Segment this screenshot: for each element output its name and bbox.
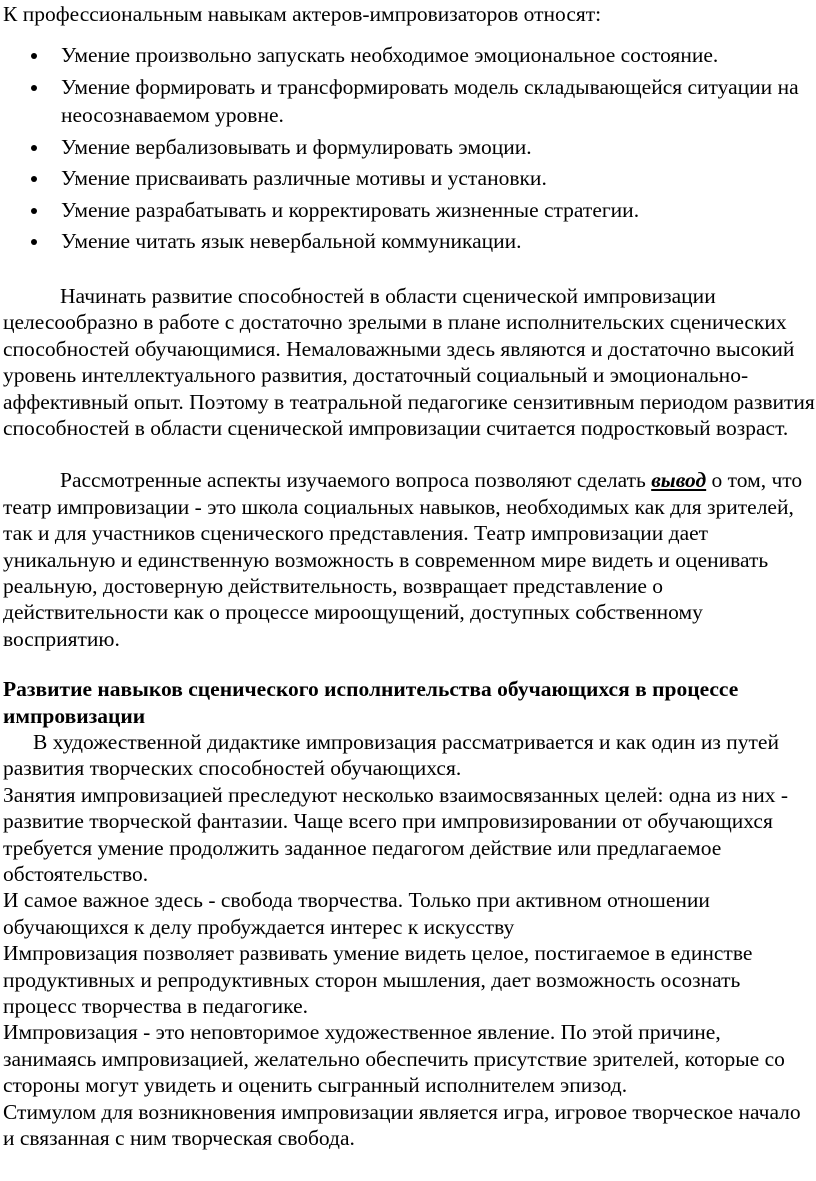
bullet-icon (31, 208, 37, 214)
section-paragraph: Импровизация позволяет развивать умение видеть целое, постигаемое в единстве продуктивных и репродуктивных сторон мышления, дает возможность осознать процесс творчества в педагогике. (3, 941, 753, 1019)
list-item (3, 73, 816, 130)
list-item-text: Умение присваивать различные мотивы и установки. (61, 166, 547, 191)
paragraph-conclusion (3, 467, 816, 652)
skills-list (3, 41, 816, 256)
paragraph-text: о том, что театр импровизации - это школа социальных навыков, необходимых как для зрителей, так и для участников сценического представления. Театр импровизации дает уникальную и единственную возможность в современном мире видеть и оценивать реальную, достоверную действительность, возвращает представление о действительности как о процессе мироощущений, доступных собственному восприятию. (3, 468, 803, 651)
bullet-icon (31, 239, 37, 245)
list-item-text: Умение формировать и трансформировать модель складывающейся ситуации на неосознаваемом уровне. (61, 74, 799, 128)
section-paragraph: Занятия импровизацией преследуют несколько взаимосвязанных целей: одна из них - развитие творческой фантазии. Чаще всего при импровизировании от обучающихся требуется умение продолжить заданное педагогом действие или предлагаемое обстоятельство. (3, 782, 789, 887)
list-item (3, 196, 816, 225)
list-item-text: Умение разрабатывать и корректировать жизненные стратегии. (61, 197, 640, 222)
section-lead: В художественной дидактике импровизация рассматривается и как один из путей развития творческих способностей обучающихся. (3, 730, 779, 781)
spacer (3, 259, 816, 283)
bullet-icon (31, 85, 37, 91)
list-item-text: Умение читать язык невербальной коммуникации. (61, 229, 522, 254)
section-paragraph: И самое важное здесь - свобода творчества. Только при активном отношении обучающихся к делу пробуждается интерес к искусству (3, 888, 710, 939)
list-item (3, 41, 816, 70)
list-item (3, 133, 816, 162)
section-paragraph: Стимулом для возникновения импровизации является игра, игровое творческое начало и связанная с ним творческая свобода. (3, 1099, 801, 1151)
paragraph-text: Рассмотренные аспекты изучаемого вопроса позволяют сделать (60, 468, 652, 493)
paragraph-age: Начинать развитие способностей в области сценической импровизации целесообразно в работе с достаточно зрелыми в плане исполнительских сценических способностей обучающимися. Немаловажными здесь являются и достаточно высокий уровень интеллектуального развития, достаточный социальный и эмоционально-аффективный опыт. Поэтому в театральной педагогике сензитивным периодом развития способностей в области сценической импровизации считается подростковый возраст. (3, 283, 815, 440)
bullet-icon (31, 53, 37, 59)
list-item-text: Умение произвольно запускать необходимое эмоциональное состояние. (61, 43, 719, 68)
bullet-icon (31, 176, 37, 182)
conclusion-emphasis: вывод (651, 468, 707, 493)
section-heading: Развитие навыков сценического исполнительства обучающихся в процессе импровизации (3, 677, 739, 728)
spacer (3, 652, 816, 676)
spacer (3, 441, 816, 467)
intro-text: К профессиональным навыкам актеров-импровизаторов относят: (3, 2, 602, 26)
section-paragraph: Импровизация - это неповторимое художественное явление. По этой причине, занимаясь импровизацией, желательно обеспечить присутствие зрителей, которые со стороны могут увидеть и оценить сыгранный исполнителем эпизод. (3, 1020, 785, 1098)
bullet-icon (31, 145, 37, 151)
list-item (3, 227, 816, 256)
list-item-text: Умение вербализовывать и формулировать эмоции. (61, 134, 532, 159)
list-item (3, 164, 816, 193)
